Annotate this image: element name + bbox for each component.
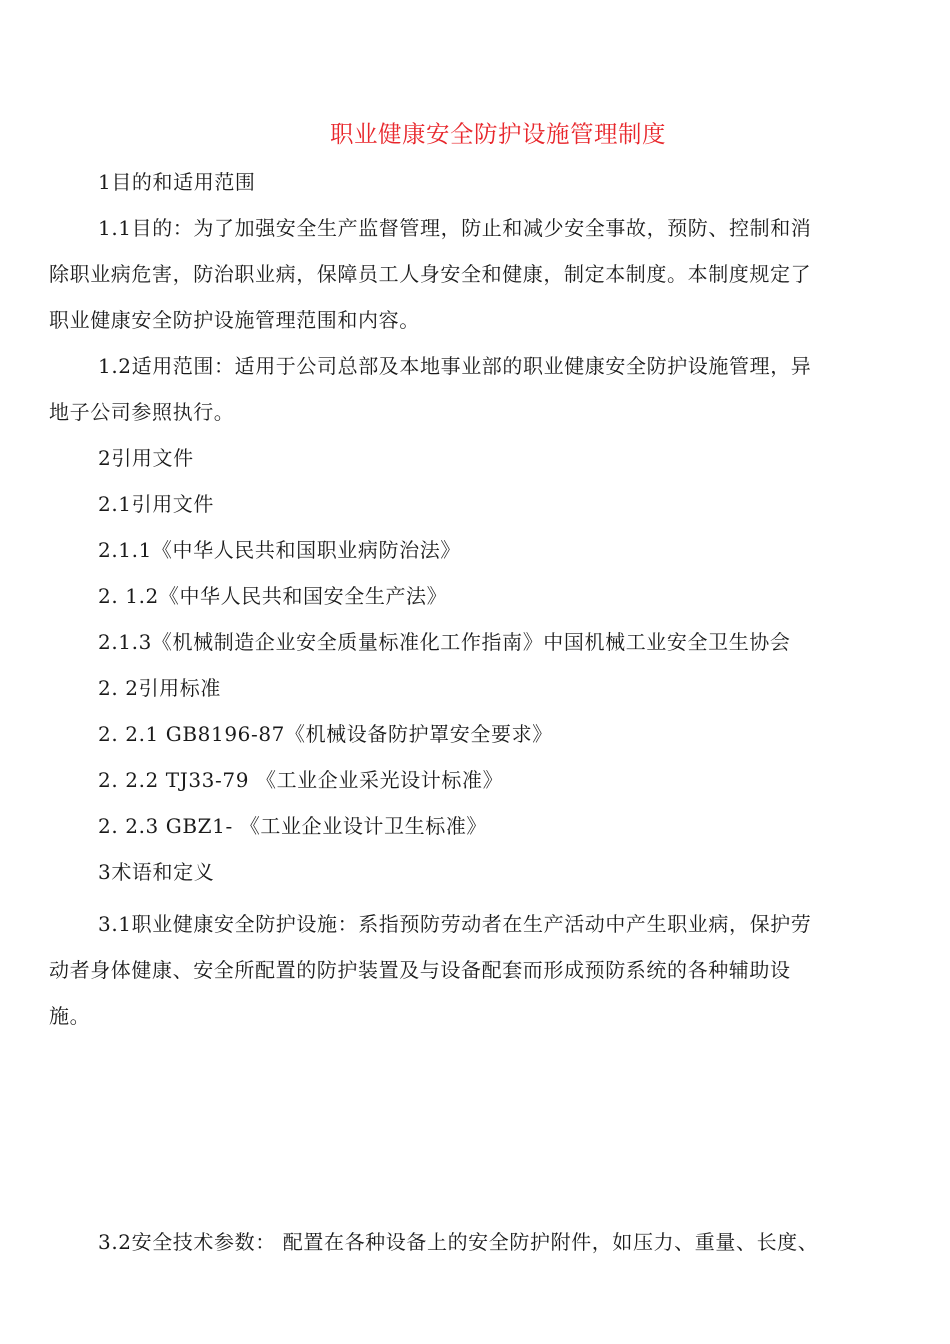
paragraph-line: 1.2适用范围：适用于公司总部及本地事业部的职业健康安全防护设施管理，异 [98,354,812,378]
section-heading: 3术语和定义 [98,860,215,884]
paragraph-line: 地子公司参照执行。 [49,400,235,424]
paragraph-line: 3.1职业健康安全防护设施：系指预防劳动者在生产活动中产生职业病，保护劳 [98,912,812,936]
reference-item: 2.1.1《中华人民共和国职业病防治法》 [98,538,461,562]
paragraph-line: 3.2安全技术参数： 配置在各种设备上的安全防护附件，如压力、重量、长度、 [98,1230,819,1254]
reference-item: 2. 2.1 GB8196-87《机械设备防护罩安全要求》 [98,722,553,746]
reference-item: 2. 2.3 GBZ1- 《工业企业设计卫生标准》 [98,814,488,838]
section-heading: 1目的和适用范围 [98,170,256,194]
paragraph-line: 施。 [49,1004,91,1028]
subsection-heading: 2.1引用文件 [98,492,215,516]
reference-item: 2.1.3《机械制造企业安全质量标准化工作指南》中国机械工业安全卫生协会 [98,630,791,654]
paragraph-line: 1.1目的：为了加强安全生产监督管理，防止和减少安全事故，预防、控制和消 [98,216,812,240]
paragraph-line: 除职业病危害，防治职业病，保障员工人身安全和健康，制定本制度。本制度规定了 [49,262,812,286]
section-heading: 2引用文件 [98,446,194,470]
reference-item: 2. 2.2 TJ33-79 《工业企业采光设计标准》 [98,768,504,792]
subsection-heading: 2. 2引用标准 [98,676,221,700]
paragraph-line: 职业健康安全防护设施管理范围和内容。 [49,308,420,332]
document-title: 职业健康安全防护设施管理制度 [330,120,666,148]
paragraph-line: 动者身体健康、安全所配置的防护装置及与设备配套而形成预防系统的各种辅助设 [49,958,791,982]
reference-item: 2. 1.2《中华人民共和国安全生产法》 [98,584,448,608]
